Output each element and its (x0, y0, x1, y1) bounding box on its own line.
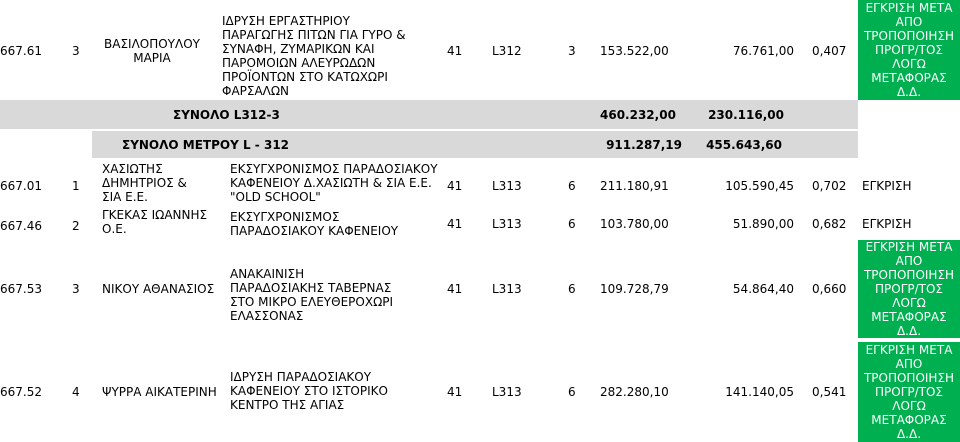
project-title: ΑΝΑΚΑΙΝΙΣΗ ΠΑΡΑΔΟΣΙΑΚΗΣ ΤΑΒΕΡΝΑΣ ΣΤΟ ΜΙΚΡΟ ΕΛΕΥΘΕΡΟΧΩΡΙ ΕΛΑΣΣΟΝΑΣ (230, 267, 394, 323)
status-text: ΕΓΚΡΙΣΗ (862, 217, 912, 231)
status-badge: ΕΓΚΡΙΣΗ ΜΕΤΑ ΑΠΟ ΤΡΟΠΟΠΟΙΗΣΗ ΠΡΟΓΡ/ΤΟΣ ΛΟΓΩ ΜΕΤΑΦΟΡΑΣ Δ.Δ. (858, 342, 960, 442)
row-number: 3 (72, 44, 80, 58)
measure-total-label: ΣΥΝΟΛΟ ΜΕΤΡΟΥ L - 312 (122, 138, 290, 152)
subtotal-label: ΣΥΝΟΛΟ L312-3 (173, 108, 280, 122)
score: 0,682 (812, 217, 847, 231)
applicant-name: ΝΙΚΟΥ ΑΘΑΝΑΣΙΟΣ (102, 282, 215, 296)
status-text: ΕΓΚΡΙΣΗ (862, 179, 912, 193)
table-row (0, 0, 960, 98)
measure-code: L313 (492, 179, 522, 193)
axis-code: 41 (447, 217, 463, 231)
project-title: ΙΔΡΥΣΗ ΕΡΓΑΣΤΗΡΙΟΥ ΠΑΡΑΓΩΓΗΣ ΠΙΤΩΝ ΓΙΑ ΓΥΡΟ & ΣΥΝΑΦΗ, ΖΥΜΑΡΙΚΩΝ ΚΑΙ ΠΑΡΟΜΟΙΩΝ ΑΛΕΥΡΩΔΩΝ ΠΡΟΪΟΝΤΩΝ ΣΤΟ ΚΑΤΩΧΩΡΙ ΦΑΡΣΑΛΩΝ (222, 14, 406, 98)
row-code: 667.46 (0, 219, 42, 233)
budget-value: 211.180,91 (600, 179, 669, 193)
table-row (0, 206, 960, 240)
measure-total-budget: 911.287,19 (606, 138, 682, 152)
axis-code: 41 (447, 44, 463, 58)
applicant-name: ΓΚΕΚΑΣ ΙΩΑΝΝΗΣ Ο.Ε. (102, 208, 208, 236)
measure-code: L313 (492, 385, 522, 399)
budget-value: 109.728,79 (600, 282, 669, 296)
subtotal-band (0, 100, 858, 129)
project-title: ΕΚΣΥΓΧΡΟΝΙΣΜΟΣ ΠΑΡΑΔΟΣΙΑΚΟΥ ΚΑΦΕΝΕΙΟΥ (230, 210, 399, 238)
applicant-name: ΧΑΣΙΩΤΗΣ ΔΗΜΗΤΡΙΟΣ & ΣΙΑ Ε.Ε. (102, 162, 187, 204)
score: 0,407 (812, 44, 847, 58)
score: 0,541 (812, 385, 847, 399)
budget-value: 153.522,00 (600, 44, 669, 58)
sub-measure: 6 (568, 282, 576, 296)
row-number: 2 (72, 219, 80, 233)
axis-code: 41 (447, 282, 463, 296)
score: 0,702 (812, 179, 847, 193)
public-expense: 54.864,40 (732, 282, 794, 296)
applicant-name: ΒΑΣΙΛΟΠΟΥΛΟΥ ΜΑΡΙΑ (104, 37, 200, 65)
status-badge: ΕΓΚΡΙΣΗ ΜΕΤΑ ΑΠΟ ΤΡΟΠΟΠΟΙΗΣΗ ΠΡΟΓΡ/ΤΟΣ ΛΟΓΩ ΜΕΤΑΦΟΡΑΣ Δ.Δ. (858, 0, 960, 100)
sub-measure: 6 (568, 385, 576, 399)
row-code: 667.53 (0, 282, 42, 296)
row-number: 4 (72, 385, 80, 399)
table-row (0, 240, 960, 340)
row-code: 667.52 (0, 385, 42, 399)
subtotal-public: 230.116,00 (708, 108, 784, 122)
public-expense: 51.890,00 (732, 217, 794, 231)
row-number: 1 (72, 179, 80, 193)
table-row (0, 160, 960, 204)
project-title: ΙΔΡΥΣΗ ΠΑΡΑΔΟΣΙΑΚΟΥ ΚΑΦΕΝΕΙΟΥ ΣΤΟ ΙΣΤΟΡΙΚΟ ΚΕΝΤΡΟ ΤΗΣ ΑΓΙΑΣ (230, 370, 388, 412)
subtotal-budget: 460.232,00 (600, 108, 676, 122)
sub-measure: 3 (568, 44, 576, 58)
row-code: 667.61 (0, 44, 42, 58)
status-badge: ΕΓΚΡΙΣΗ ΜΕΤΑ ΑΠΟ ΤΡΟΠΟΠΟΙΗΣΗ ΠΡΟΓΡ/ΤΟΣ ΛΟΓΩ ΜΕΤΑΦΟΡΑΣ Δ.Δ. (858, 240, 960, 338)
measure-code: L313 (492, 282, 522, 296)
budget-value: 103.780,00 (600, 217, 669, 231)
row-number: 3 (72, 282, 80, 296)
public-expense: 105.590,45 (725, 179, 794, 193)
sub-measure: 6 (568, 179, 576, 193)
table-row (0, 342, 960, 442)
sub-measure: 6 (568, 217, 576, 231)
measure-code: L312 (492, 44, 522, 58)
row-code: 667.01 (0, 179, 42, 193)
applicant-name: ΨΥΡΡΑ ΑΙΚΑΤΕΡΙΝΗ (102, 385, 217, 399)
measure-total-band (92, 131, 858, 158)
public-expense: 76.761,00 (732, 44, 794, 58)
project-title: ΕΚΣΥΓΧΡΟΝΙΣΜΟΣ ΠΑΡΑΔΟΣΙΑΚΟΥ ΚΑΦΕΝΕΙΟΥ Δ.ΧΑΣΙΩΤΗ & ΣΙΑ Ε.Ε. "OLD SCHOOL" (230, 162, 438, 204)
public-expense: 141.140,05 (725, 385, 794, 399)
measure-code: L313 (492, 217, 522, 231)
budget-value: 282.280,10 (600, 385, 669, 399)
measure-total-public: 455.643,60 (706, 138, 782, 152)
axis-code: 41 (447, 179, 463, 193)
score: 0,660 (812, 282, 847, 296)
axis-code: 41 (447, 385, 463, 399)
